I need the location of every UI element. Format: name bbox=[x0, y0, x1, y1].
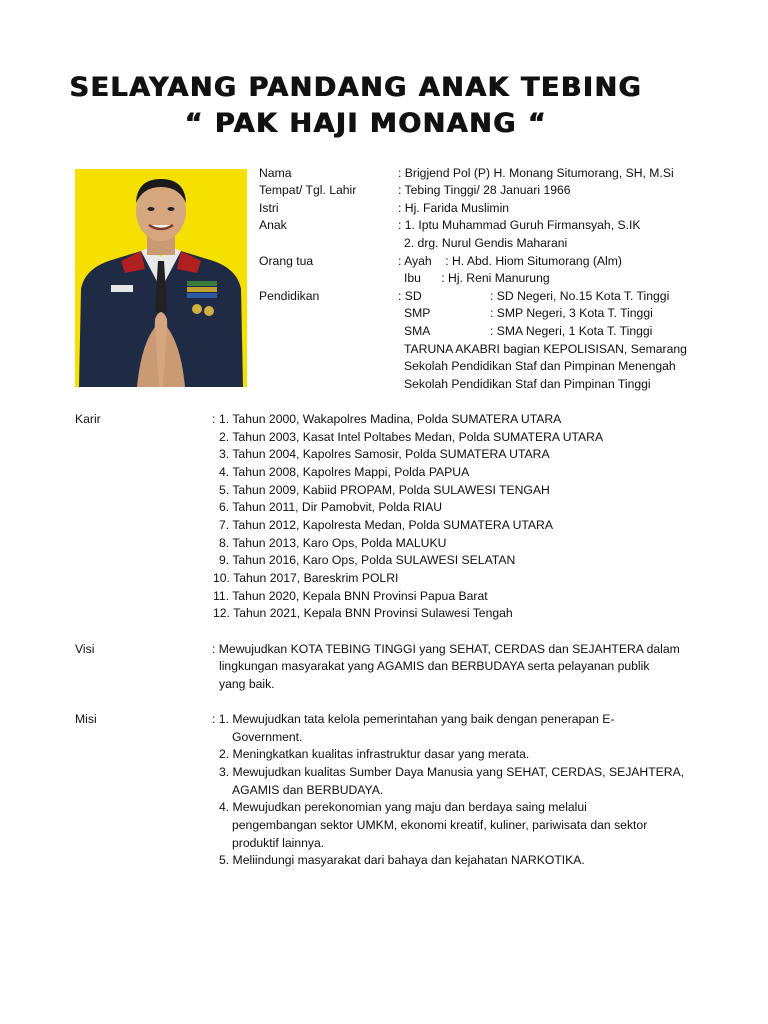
document-subtitle: “ PAK HAJI MONANG “ bbox=[184, 108, 548, 139]
visi-line: yang baik. bbox=[219, 677, 275, 691]
visi-line: lingkungan masyarakat yang AGAMIS dan BERBUDAYA serta pelayanan publik bbox=[219, 659, 650, 673]
label-visi: Visi bbox=[75, 642, 95, 656]
misi-line: AGAMIS dan BERBUDAYA. bbox=[232, 783, 384, 797]
karir-item: 12. Tahun 2021, Kepala BNN Provinsi Sulawesi Tengah bbox=[213, 606, 513, 620]
misi-line: 3. Mewujudkan kualitas Sumber Daya Manusia yang SEHAT, CERDAS, SEJAHTERA, bbox=[219, 765, 685, 779]
misi-line: 2. Meningkatkan kualitas infrastruktur dasar yang merata. bbox=[219, 747, 530, 761]
label-orang-tua: Orang tua bbox=[259, 254, 314, 268]
misi-line: 5. Meliindungi masyarakat dari bahaya dan kejahatan NARKOTIKA. bbox=[219, 853, 585, 867]
label-istri: Istri bbox=[259, 201, 279, 215]
label-pendidikan: Pendidikan bbox=[259, 289, 320, 303]
karir-item: 7. Tahun 2012, Kapolresta Medan, Polda SUMATERA UTARA bbox=[219, 518, 553, 532]
pendidikan-smp-key: SMP bbox=[404, 306, 431, 320]
pendidikan-smp-value: : SMP Negeri, 3 Kota T. Tinggi bbox=[490, 306, 653, 320]
portrait-photo bbox=[75, 169, 247, 387]
karir-item: 5. Tahun 2009, Kabiid PROPAM, Polda SULAWESI TENGAH bbox=[219, 483, 550, 497]
karir-item: 3. Tahun 2004, Kapolres Samosir, Polda SUMATERA UTARA bbox=[219, 447, 550, 461]
karir-item: 8. Tahun 2013, Karo Ops, Polda MALUKU bbox=[219, 536, 447, 550]
pendidikan-sma-key: SMA bbox=[404, 324, 431, 338]
karir-item: 10. Tahun 2017, Bareskrim POLRI bbox=[213, 571, 399, 585]
label-ttl: Tempat/ Tgl. Lahir bbox=[259, 183, 357, 197]
value-ibu: Ibu : Hj. Reni Manurung bbox=[404, 271, 550, 285]
label-anak: Anak bbox=[259, 218, 287, 232]
document-title: SELAYANG PANDANG ANAK TEBING bbox=[69, 72, 643, 103]
pendidikan-extra-2: Sekolah Pendidikan Staf dan Pimpinan Menengah bbox=[404, 359, 676, 373]
portrait-illustration bbox=[75, 169, 247, 387]
misi-line: 4. Mewujudkan perekonomian yang maju dan berdaya saing melalui bbox=[219, 800, 587, 814]
karir-colon: : bbox=[212, 412, 216, 426]
misi-line: : 1. Mewujudkan tata kelola pemerintahan yang baik dengan penerapan E- bbox=[212, 712, 615, 726]
karir-item: 1. Tahun 2000, Wakapolres Madina, Polda SUMATERA UTARA bbox=[219, 412, 562, 426]
karir-item: 9. Tahun 2016, Karo Ops, Polda SULAWESI SELATAN bbox=[219, 553, 516, 567]
karir-item: 11. Tahun 2020, Kepala BNN Provinsi Papua Barat bbox=[213, 589, 488, 603]
misi-line: produktif lainnya. bbox=[232, 836, 325, 850]
value-ayah: : Ayah : H. Abd. Hiom Situmorang (Alm) bbox=[398, 254, 622, 268]
karir-item: 6. Tahun 2011, Dir Pamobvit, Polda RIAU bbox=[219, 500, 443, 514]
misi-line: pengembangan sektor UMKM, ekonomi kreatif, kuliner, pariwisata dan sektor bbox=[232, 818, 648, 832]
value-anak-2: 2. drg. Nurul Gendis Maharani bbox=[404, 236, 568, 250]
visi-line: : Mewujudkan KOTA TEBING TINGGI yang SEHAT, CERDAS dan SEJAHTERA dalam bbox=[212, 642, 680, 656]
karir-item: 2. Tahun 2003, Kasat Intel Poltabes Medan, Polda SUMATERA UTARA bbox=[219, 430, 604, 444]
value-nama: : Brigjend Pol (P) H. Monang Situmorang, SH, M.Si bbox=[398, 166, 674, 180]
pendidikan-extra-1: TARUNA AKABRI bagian KEPOLISISAN, Semarang bbox=[404, 342, 687, 356]
pendidikan-extra-3: Sekolah Pendidikan Staf dan Pimpinan Tinggi bbox=[404, 377, 651, 391]
label-nama: Nama bbox=[259, 166, 292, 180]
label-misi: Misi bbox=[75, 712, 97, 726]
label-karir: Karir bbox=[75, 412, 101, 426]
karir-item: 4. Tahun 2008, Kapolres Mappi, Polda PAPUA bbox=[219, 465, 470, 479]
pendidikan-sd-value: : SD Negeri, No.15 Kota T. Tinggi bbox=[490, 289, 670, 303]
value-istri: : Hj. Farida Muslimin bbox=[398, 201, 510, 215]
pendidikan-sma-value: : SMA Negeri, 1 Kota T. Tinggi bbox=[490, 324, 653, 338]
misi-line: Government. bbox=[232, 730, 303, 744]
value-anak-1: : 1. Iptu Muhammad Guruh Firmansyah, S.IK bbox=[398, 218, 641, 232]
value-ttl: : Tebing Tinggi/ 28 Januari 1966 bbox=[398, 183, 571, 197]
pendidikan-sd-key: : SD bbox=[398, 289, 422, 303]
